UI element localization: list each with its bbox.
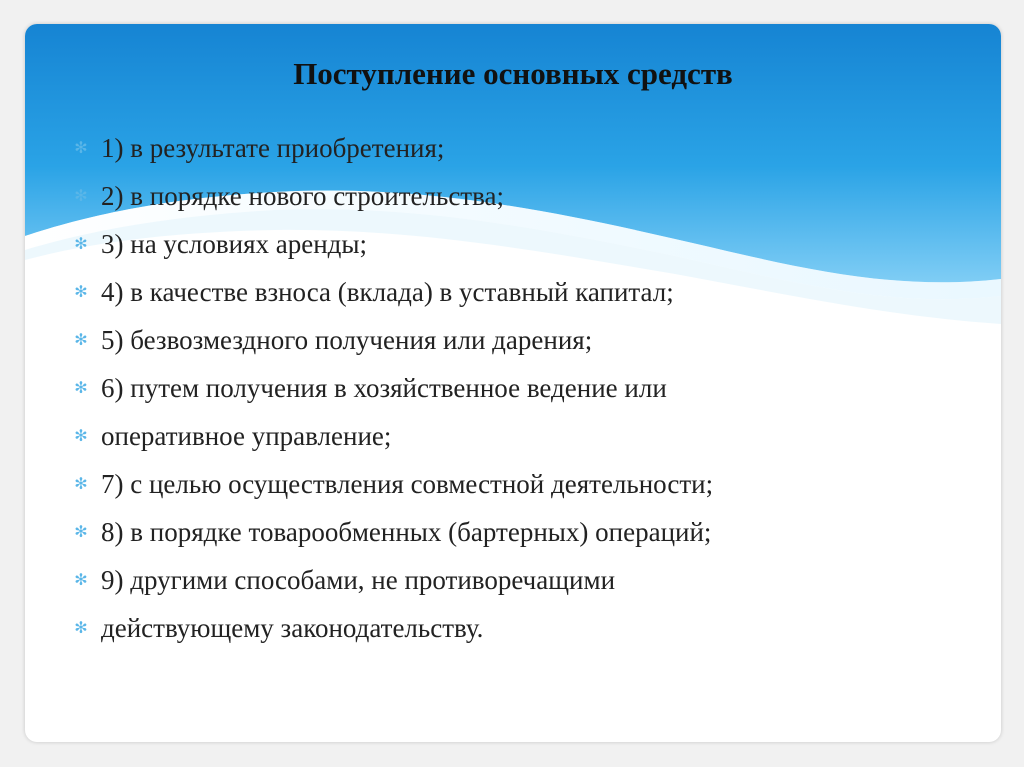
list-item-text: 3) на условиях аренды; (101, 229, 368, 259)
asterisk-bullet-icon: ✻ (74, 522, 88, 541)
asterisk-bullet-icon: ✻ (74, 570, 88, 589)
bullet-list (71, 124, 713, 652)
list-item-text: 5) безвозмездного получения или дарения; (101, 325, 593, 355)
list-item (71, 556, 713, 604)
list-item (71, 220, 713, 268)
list-item (71, 316, 713, 364)
list-item-text: 7) с целью осуществления совместной деятельности; (101, 469, 714, 499)
slide-title: Поступление основных средств (293, 56, 733, 91)
list-item (71, 268, 713, 316)
list-item-text: действующему законодательству. (101, 613, 484, 643)
list-item (71, 364, 713, 412)
asterisk-bullet-icon: ✻ (74, 330, 88, 349)
asterisk-bullet-icon: ✻ (74, 186, 88, 205)
list-item (71, 124, 713, 172)
list-item-text: 8) в порядке товарообменных (бартерных) операций; (101, 517, 712, 547)
asterisk-bullet-icon: ✻ (74, 138, 88, 157)
asterisk-bullet-icon: ✻ (74, 618, 88, 637)
list-item (71, 508, 713, 556)
asterisk-bullet-icon: ✻ (74, 282, 88, 301)
list-item-text: 2) в порядке нового строительства; (101, 181, 504, 211)
asterisk-bullet-icon: ✻ (74, 474, 88, 493)
list-item-text: 4) в качестве взноса (вклада) в уставный капитал; (101, 277, 674, 307)
list-item (71, 412, 713, 460)
list-item-text: 6) путем получения в хозяйственное ведение или (101, 373, 667, 403)
list-item (71, 604, 713, 652)
asterisk-bullet-icon: ✻ (74, 234, 88, 253)
list-item-text: оперативное управление; (101, 421, 392, 451)
list-item-text: 9) другими способами, не противоречащими (101, 565, 616, 595)
slide (25, 24, 1001, 742)
list-item (71, 172, 713, 220)
list-item-text: 1) в результате приобретения; (101, 133, 445, 163)
asterisk-bullet-icon: ✻ (74, 378, 88, 397)
asterisk-bullet-icon: ✻ (74, 426, 88, 445)
list-item (71, 460, 713, 508)
